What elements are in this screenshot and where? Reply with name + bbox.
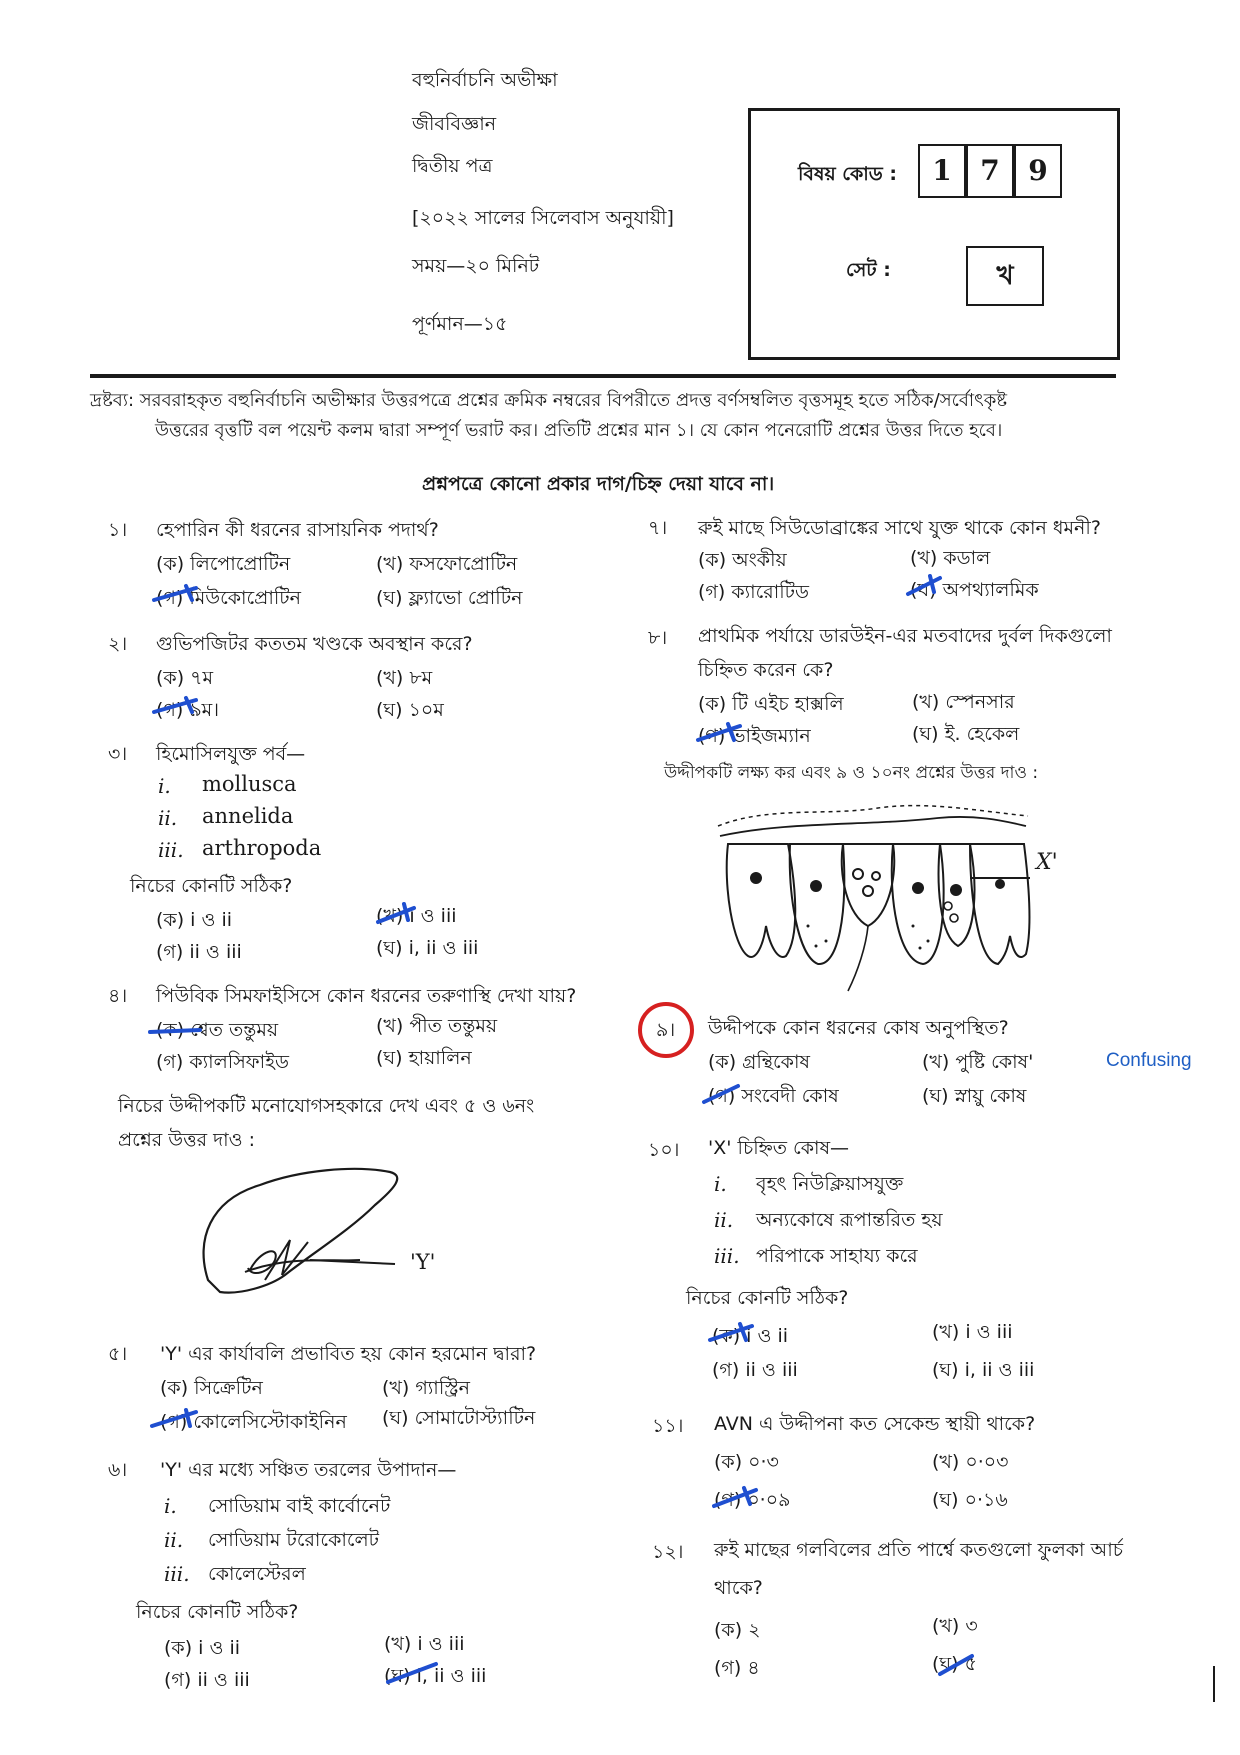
- statement-ii-label: ii.: [164, 1528, 184, 1552]
- option-b[interactable]: (খ) ০·০৩: [932, 1451, 1009, 1473]
- statement-i: বৃহৎ নিউক্লিয়াসযুক্ত: [756, 1173, 904, 1195]
- option-d[interactable]: (ঘ) ১০ম: [376, 699, 444, 721]
- option-c[interactable]: (গ) ৯ম।: [156, 699, 219, 721]
- question-text: গুভিপজিটর কততম খণ্ডকে অবস্থান করে?: [156, 633, 473, 655]
- option-b[interactable]: (খ) i ও iii: [932, 1321, 1013, 1343]
- question-number: ৩।: [108, 743, 128, 765]
- question-text: রুই মাছে সিউডোব্রাঙ্কের সাথে যুক্ত থাকে কোন ধমনী?: [698, 517, 1101, 539]
- statement-ii: সোডিয়াম টরোকোলেট: [208, 1529, 380, 1551]
- question-number: ১।: [108, 519, 128, 541]
- exam-type: বহুনির্বাচনি অভীক্ষা: [412, 69, 558, 91]
- option-d[interactable]: (ঘ) i, ii ও iii: [376, 937, 479, 959]
- question-text: প্রাথমিক পর্যায়ে ডারউইন-এর মতবাদের দুর্বল দিকগুলো: [698, 625, 1112, 647]
- question-text-cont: থাকে?: [714, 1577, 763, 1599]
- option-d[interactable]: (ঘ) i, ii ও iii: [384, 1665, 487, 1687]
- question-ask: নিচের কোনটি সঠিক?: [686, 1287, 849, 1309]
- option-d[interactable]: (ঘ) ই. হেকেল: [912, 723, 1020, 745]
- question-text-cont: চিহ্নিত করেন কে?: [698, 659, 834, 681]
- option-c[interactable]: (গ) ii ও iii: [712, 1359, 798, 1381]
- option-c[interactable]: (গ) কোলেসিস্টোকাইনিন: [160, 1411, 347, 1433]
- option-b[interactable]: (খ) পীত তন্তুময়: [376, 1015, 498, 1037]
- question-text: AVN এ উদ্দীপনা কত সেকেন্ড স্থায়ী থাকে?: [714, 1413, 1036, 1435]
- option-a[interactable]: (ক) i ও ii: [712, 1325, 789, 1347]
- statement-iii: পরিপাকে সাহায্য করে: [756, 1245, 918, 1267]
- statement-i-label: i.: [714, 1172, 727, 1196]
- stimulus-text: নিচের উদ্দীপকটি মনোযোগসহকারে দেখ এবং ৫ ও ৬নং: [118, 1095, 535, 1117]
- question-text: 'Y' এর কার্যাবলি প্রভাবিত হয় কোন হরমোন দ্বারা?: [160, 1343, 537, 1365]
- liver-illustration: [190, 1160, 470, 1310]
- statement-ii-label: ii.: [158, 806, 178, 830]
- option-d[interactable]: (ঘ) ০·১৬: [932, 1489, 1008, 1511]
- option-c[interactable]: (গ) সংবেদী কোষ: [708, 1085, 839, 1107]
- question-ask: নিচের কোনটি সঠিক?: [130, 875, 293, 897]
- option-a[interactable]: (ক) ০·৩: [714, 1451, 779, 1473]
- option-a[interactable]: (ক) টি এইচ হাক্সলি: [698, 693, 844, 715]
- full-marks: পূর্ণমান—১৫: [412, 313, 508, 335]
- question-text: রুই মাছের গলবিলের প্রতি পার্শ্বে কতগুলো ফুলকা আর্চ: [714, 1539, 1123, 1561]
- option-c[interactable]: (গ) মিউকোপ্রোটিন: [156, 587, 301, 609]
- set-value: খ: [966, 246, 1044, 306]
- option-a[interactable]: (ক) লিপোপ্রোটিন: [156, 553, 291, 575]
- question-number: ৪।: [108, 985, 128, 1007]
- time: সময়—২০ মিনিট: [412, 255, 540, 277]
- option-c[interactable]: (গ) ৪: [714, 1657, 760, 1679]
- option-c[interactable]: (গ) ভাইজম্যান: [698, 725, 811, 747]
- question-number: ৬।: [108, 1459, 128, 1481]
- question-ask: নিচের কোনটি সঠিক?: [136, 1601, 299, 1623]
- syllabus: [২০২২ সালের সিলেবাস অনুযায়ী]: [412, 207, 674, 229]
- statement-ii-label: ii.: [714, 1208, 734, 1232]
- statement-i: mollusca: [202, 772, 297, 796]
- stimulus-text: প্রশ্নের উত্তর দাও :: [118, 1129, 256, 1151]
- statement-iii-label: iii.: [164, 1562, 190, 1586]
- option-c[interactable]: (গ) ক্যারোটিড: [698, 581, 809, 603]
- instruction-line1: দ্রষ্টব্য: সরবরাহকৃত বহুনির্বাচনি অভীক্ষার উত্তরপত্রে প্রশ্নের ক্রমিক নম্বরের বিপরীতে প্রদত্ত বর্ণসম্বলিত বৃত্তসমূহ হতে সঠিক/সর্বোৎকৃষ্ট: [90, 390, 1008, 411]
- statement-iii: কোলেস্টেরল: [208, 1563, 306, 1585]
- option-a[interactable]: (ক) শ্বেত তন্তুময়: [156, 1019, 279, 1041]
- subject-code-label: বিষয় কোড :: [798, 163, 898, 185]
- option-b[interactable]: (খ) পুষ্টি কোষ': [922, 1051, 1034, 1073]
- option-b[interactable]: (খ) ৮ম: [376, 667, 433, 689]
- option-b[interactable]: (খ) ফসফোপ্রোটিন: [376, 553, 518, 575]
- question-number: ২।: [108, 633, 128, 655]
- option-d[interactable]: (ঘ) ৫: [932, 1653, 977, 1675]
- option-d[interactable]: (ঘ) ফ্ল্যাভো প্রোটিন: [376, 587, 523, 609]
- option-a[interactable]: (ক) ৭ম: [156, 667, 214, 689]
- question-text: 'Y' এর মধ্যে সঞ্চিত তরলের উপাদান—: [160, 1459, 457, 1481]
- question-text: হিমোসিলযুক্ত পর্ব—: [156, 743, 306, 765]
- question-text: পিউবিক সিমফাইসিসে কোন ধরনের তরুণাস্থি দেখা যায়?: [156, 985, 577, 1007]
- option-d[interactable]: (ঘ) হায়ালিন: [376, 1047, 472, 1069]
- option-d[interactable]: (ঘ) স্নায়ু কোষ: [922, 1085, 1027, 1107]
- option-a[interactable]: (ক) অংকীয়: [698, 549, 787, 571]
- question-number: ১০।: [648, 1139, 680, 1161]
- side-note: Confusing: [1106, 1050, 1192, 1071]
- code-digit: 9: [1014, 144, 1062, 198]
- question-number: ৮।: [648, 627, 668, 649]
- option-b[interactable]: (খ) ৩: [932, 1615, 978, 1637]
- set-label: সেট :: [846, 259, 891, 281]
- code-digit: 1: [918, 144, 966, 198]
- statement-iii: arthropoda: [202, 836, 322, 860]
- option-a[interactable]: (ক) সিক্রেটিন: [160, 1377, 263, 1399]
- option-c[interactable]: (গ) ০·০৯: [714, 1489, 791, 1511]
- question-text: 'X' চিহ্নিত কোষ—: [708, 1137, 850, 1159]
- liver-label: 'Y': [410, 1250, 436, 1274]
- option-b[interactable]: (খ) i ও iii: [384, 1633, 465, 1655]
- option-c[interactable]: (গ) ক্যালসিফাইড: [156, 1051, 290, 1073]
- option-b[interactable]: (খ) কডাল: [910, 547, 991, 569]
- option-d[interactable]: (ঘ) i, ii ও iii: [932, 1359, 1035, 1381]
- question-number: ৭।: [648, 517, 668, 539]
- question-number: ১১।: [652, 1415, 684, 1437]
- option-a[interactable]: (ক) i ও ii: [164, 1637, 241, 1659]
- warning: প্রশ্নপত্রে কোনো প্রকার দাগ/চিহ্ন দেয়া যাবে না।: [422, 473, 775, 495]
- statement-i: সোডিয়াম বাই কার্বোনেট: [208, 1495, 391, 1517]
- statement-iii-label: iii.: [714, 1244, 740, 1268]
- option-b[interactable]: (খ) স্পেনসার: [912, 691, 1015, 713]
- question-text: উদ্দীপকে কোন ধরনের কোষ অনুপস্থিত?: [708, 1017, 1009, 1039]
- statement-iii-label: iii.: [158, 838, 184, 862]
- statement-i-label: i.: [164, 1494, 177, 1518]
- option-b[interactable]: (খ) গ্যাস্ট্রিন: [382, 1377, 470, 1399]
- option-a[interactable]: (ক) i ও ii: [156, 909, 233, 931]
- option-d[interactable]: (ঘ) অপথ্যালমিক: [910, 579, 1039, 601]
- question-number: ৯।: [656, 1019, 676, 1041]
- code-digit: 7: [966, 144, 1014, 198]
- option-c[interactable]: (গ) ii ও iii: [156, 941, 242, 963]
- paper: দ্বিতীয় পত্র: [412, 155, 493, 177]
- option-a[interactable]: (ক) গ্রন্থিকোষ: [708, 1051, 810, 1073]
- stimulus-text: উদ্দীপকটি লক্ষ্য কর এবং ৯ ও ১০নং প্রশ্নের উত্তর দাও :: [664, 763, 1039, 783]
- option-a[interactable]: (ক) ২: [714, 1619, 761, 1641]
- question-number: ১২।: [652, 1541, 684, 1563]
- option-d[interactable]: (ঘ) সোমাটোস্ট্যাটিন: [382, 1407, 536, 1429]
- header-divider: [90, 374, 1116, 378]
- option-b[interactable]: (খ) i ও iii: [376, 905, 457, 927]
- statement-i-label: i.: [158, 774, 171, 798]
- statement-ii: annelida: [202, 804, 294, 828]
- question-number: ৫।: [108, 1343, 128, 1365]
- epithelium-illustration: [708, 796, 1048, 996]
- subject: জীববিজ্ঞান: [412, 113, 497, 135]
- option-c[interactable]: (গ) ii ও iii: [164, 1669, 250, 1691]
- statement-ii: অন্যকোষে রূপান্তরিত হয়: [756, 1209, 943, 1231]
- cell-label: X': [1036, 850, 1058, 875]
- question-text: হেপারিন কী ধরনের রাসায়নিক পদার্থ?: [156, 519, 439, 541]
- instruction-line2: উত্তরের বৃত্তটি বল পয়েন্ট কলম দ্বারা সম্পূর্ণ ভরাট কর। প্রতিটি প্রশ্নের মান ১। যে কোন পনেরোটি প্রশ্নের উত্তর দিতে হবে।: [155, 420, 1003, 441]
